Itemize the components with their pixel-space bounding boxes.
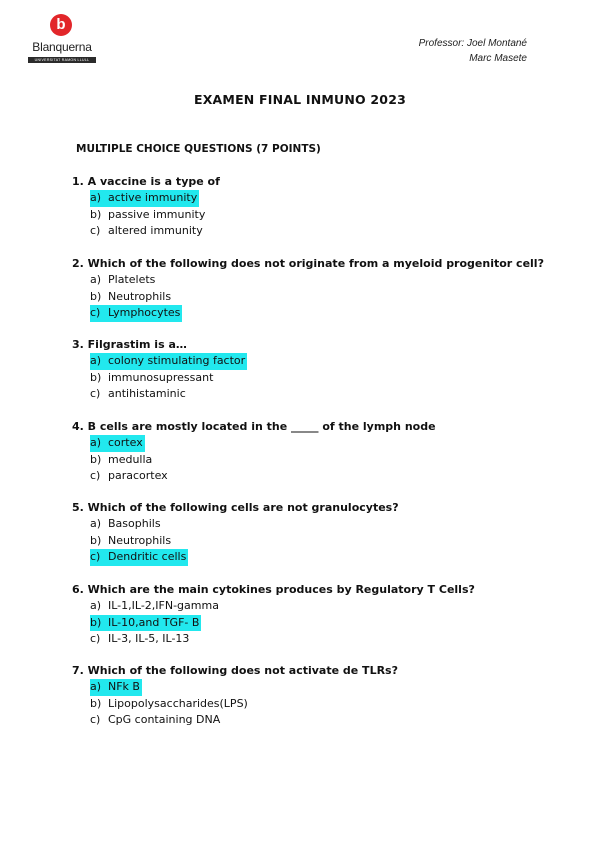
option-letter: a) [90,680,102,693]
option-letter: b) [90,533,102,547]
option-letter: c) [90,224,101,237]
option-c [72,223,220,240]
option-b [72,452,436,469]
option-c [72,386,247,403]
logo-tagline: UNIVERSITAT RAMON LLULL [28,57,96,63]
question-text: 4. B cells are mostly located in the _____ of the lymph node [72,420,436,433]
option-letter: c) [90,469,101,482]
option-c [72,631,475,648]
option-a [72,598,475,615]
option-a [72,435,436,452]
blanquerna-logo [26,14,98,70]
question-text: 2. Which of the following does not originate from a myeloid progenitor cell? [72,257,544,270]
option-letter: a) [90,436,102,449]
professor-line-1: Professor: Joel Montané [418,38,527,49]
option-text: antihistaminic [108,387,186,400]
option-a [72,190,220,207]
logo-mark-icon: b [50,14,72,36]
option-text: NFk B [108,680,140,693]
option-letter: b) [90,452,102,466]
option-letter: a) [90,354,102,367]
question-text: 7. Which of the following does not activate de TLRs? [72,664,398,677]
option-b [72,696,398,713]
option-letter: a) [90,517,102,530]
option-letter: b) [90,207,102,221]
question-5 [72,500,399,566]
option-b [72,533,399,550]
option-letter: a) [90,191,102,204]
option-letter: c) [90,387,101,400]
logo-wordmark: Blanquerna [32,40,92,54]
question-6 [72,582,475,648]
option-letter: a) [90,599,102,612]
question-7 [72,663,398,729]
option-c [72,468,436,485]
option-text: Platelets [108,273,156,286]
question-2 [72,256,544,322]
option-text: paracortex [108,469,168,482]
option-letter: b) [90,289,102,303]
option-text: IL-1,IL-2,IFN-gamma [108,599,219,612]
option-text: immunosupressant [108,370,214,384]
option-a [72,353,247,370]
question-text: 5. Which of the following cells are not granulocytes? [72,501,399,514]
option-b [72,615,475,632]
option-text: Neutrophils [108,289,172,303]
option-a [72,679,398,696]
section-heading: MULTIPLE CHOICE QUESTIONS (7 POINTS) [76,143,321,155]
question-text: 1. A vaccine is a type of [72,175,220,188]
option-letter: c) [90,713,101,726]
option-text: CpG containing DNA [108,713,221,726]
option-b [72,289,544,306]
option-a [72,516,399,533]
option-c [72,305,544,322]
professor-line-2: Marc Masete [469,53,527,64]
option-b [72,370,247,387]
option-letter: c) [90,550,101,563]
option-letter: b) [90,615,102,629]
option-text: IL-3, IL-5, IL-13 [108,632,190,645]
option-text: Lymphocytes [108,306,181,319]
question-text: 3. Filgrastim is a… [72,338,187,351]
exam-title: EXAMEN FINAL INMUNO 2023 [193,92,406,107]
option-text: medulla [108,452,153,466]
question-1 [72,174,220,240]
option-letter: c) [90,632,101,645]
option-letter: b) [90,696,102,710]
option-text: cortex [108,436,143,449]
option-c [72,712,398,729]
option-letter: b) [90,370,102,384]
option-b [72,207,220,224]
option-text: colony stimulating factor [108,354,246,367]
option-text: IL-10,and TGF- B [108,615,200,629]
option-letter: c) [90,306,101,319]
option-text: Neutrophils [108,533,172,547]
question-3 [72,337,247,403]
option-text: passive immunity [108,207,206,221]
option-c [72,549,399,566]
professor-block [419,36,527,66]
option-text: Basophils [108,517,161,530]
question-text: 6. Which are the main cytokines produces by Regulatory T Cells? [72,583,475,596]
option-text: Dendritic cells [108,550,187,563]
option-a [72,272,544,289]
option-letter: a) [90,273,102,286]
option-text: altered immunity [108,224,203,237]
question-4 [72,419,436,485]
option-text: active immunity [108,191,198,204]
option-text: Lipopolysaccharides(LPS) [108,696,248,710]
